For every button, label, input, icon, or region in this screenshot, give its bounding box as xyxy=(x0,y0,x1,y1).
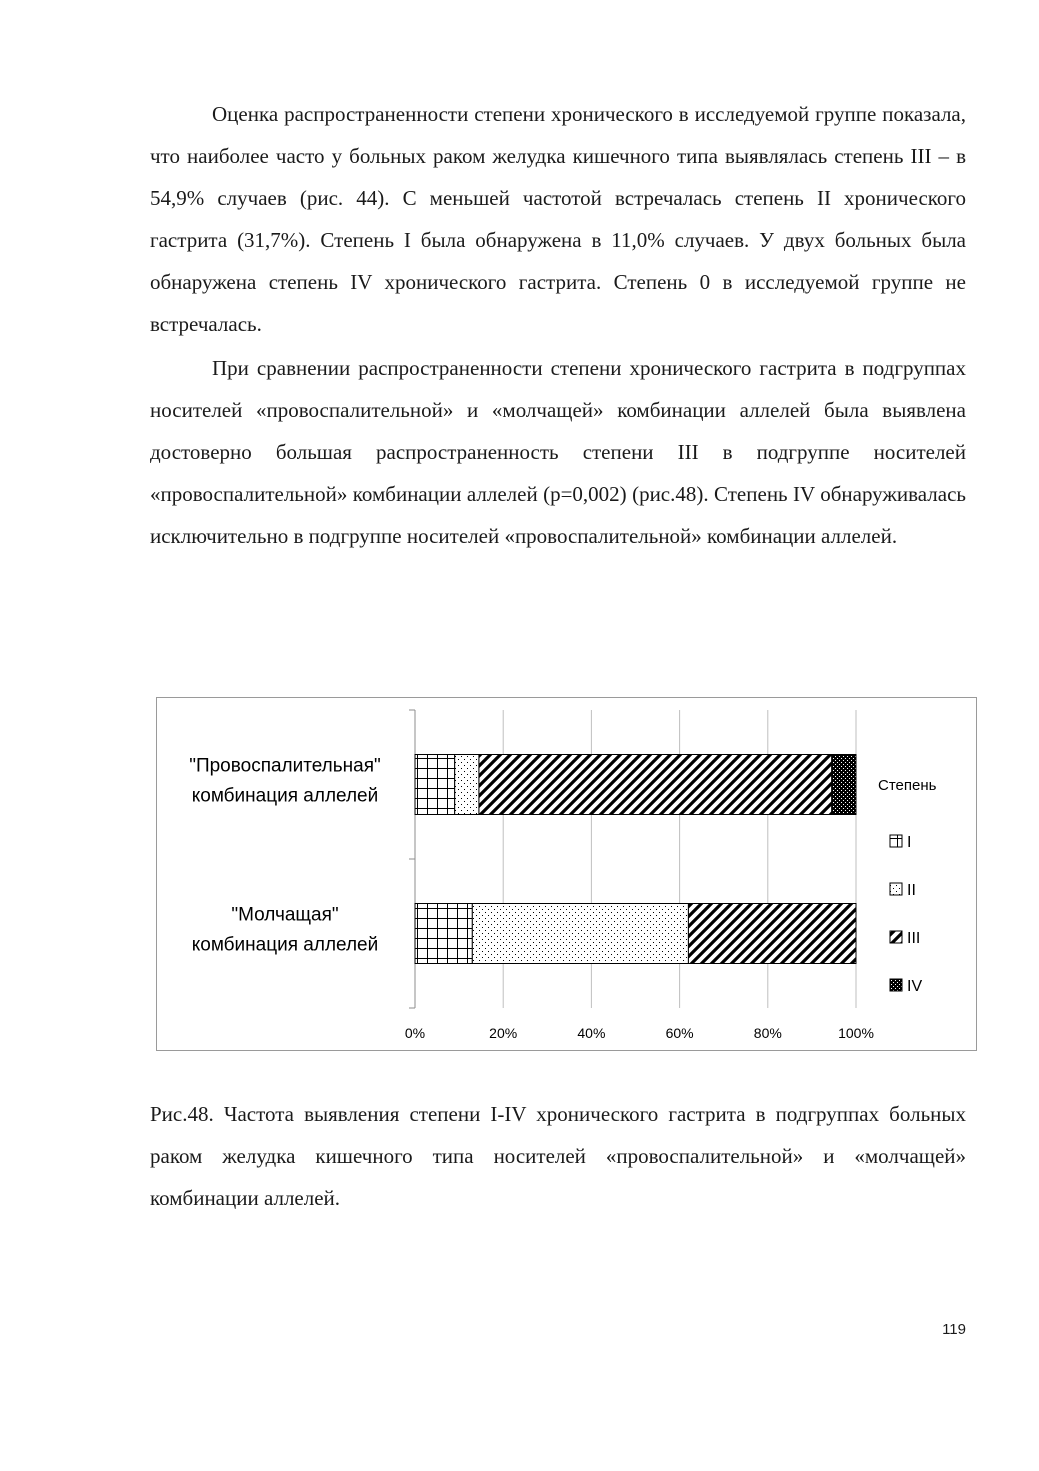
axes xyxy=(409,710,415,1008)
bar-segment-III xyxy=(479,755,832,815)
legend-label-I: I xyxy=(907,834,912,851)
bar-segment-I xyxy=(415,904,472,964)
x-tick-label: 100% xyxy=(838,1025,874,1041)
bar-segment-IV xyxy=(832,755,856,815)
legend-swatch-III xyxy=(890,931,902,943)
legend-swatch-I xyxy=(890,835,902,847)
stacked-bar-chart xyxy=(157,698,976,1050)
x-tick-labels xyxy=(405,1025,874,1041)
category-label: комбинация аллелей xyxy=(191,785,379,807)
paragraph-2: При сравнении распространенности степени хронического гастрита в подгруппах носителей «провоспалительной» и «молчащей» комбинации аллелей была выявлена достоверно большая распространенность степени III в подгруппе носителей «провоспалительной» комбинации аллелей (p=0,002) (рис.48). Степень IV обнаруживалась исключительно в подгруппе носителей «провоспалительной» комбинации аллелей. xyxy=(150,356,966,548)
bar-segment-II xyxy=(472,904,688,964)
figure-caption: Рис.48. Частота выявления степени I-IV хронического гастрита в подгруппах больных раком желудка кишечного типа носителей «провоспалительной» и «молчащей» комбинации аллелей. xyxy=(150,1102,966,1210)
x-tick-label: 60% xyxy=(665,1025,694,1041)
x-tick-label: 20% xyxy=(489,1025,518,1041)
bar-segment-II xyxy=(455,755,479,815)
legend-swatch-II xyxy=(890,883,902,895)
chart-frame xyxy=(156,697,977,1051)
bar-segment-III xyxy=(688,904,856,964)
category-label: комбинация аллелей xyxy=(191,934,379,956)
category-labels xyxy=(189,756,381,956)
legend xyxy=(878,777,937,995)
legend-label-III: III xyxy=(907,930,921,947)
x-tick-label: 80% xyxy=(753,1025,782,1041)
legend-label-IV: IV xyxy=(907,978,923,995)
x-tick-label: 40% xyxy=(577,1025,606,1041)
category-label: "Провоспалительная" xyxy=(189,755,381,777)
bar-segment-I xyxy=(415,755,455,815)
legend-swatch-IV xyxy=(890,979,902,991)
legend-label-II: II xyxy=(907,882,916,899)
page-number: 119 xyxy=(942,1321,966,1338)
paragraph-1: Оценка распространенности степени хронического в исследуемой группе показала, что наиболее часто у больных раком желудка кишечного типа выявлялась степень III – в 54,9% случаев (рис. 44). С меньшей частотой встречалась степень II хронического гастрита (31,7%). Степень I была обнаружена в 11,0% случаев. У двух больных была обнаружена степень IV хронического гастрита. Степень 0 в исследуемой группе не встречалась. xyxy=(150,102,966,336)
category-label: "Молчащая" xyxy=(231,904,339,926)
legend-title: Степень xyxy=(878,777,937,794)
bars xyxy=(415,755,856,964)
x-tick-label: 0% xyxy=(404,1025,426,1041)
